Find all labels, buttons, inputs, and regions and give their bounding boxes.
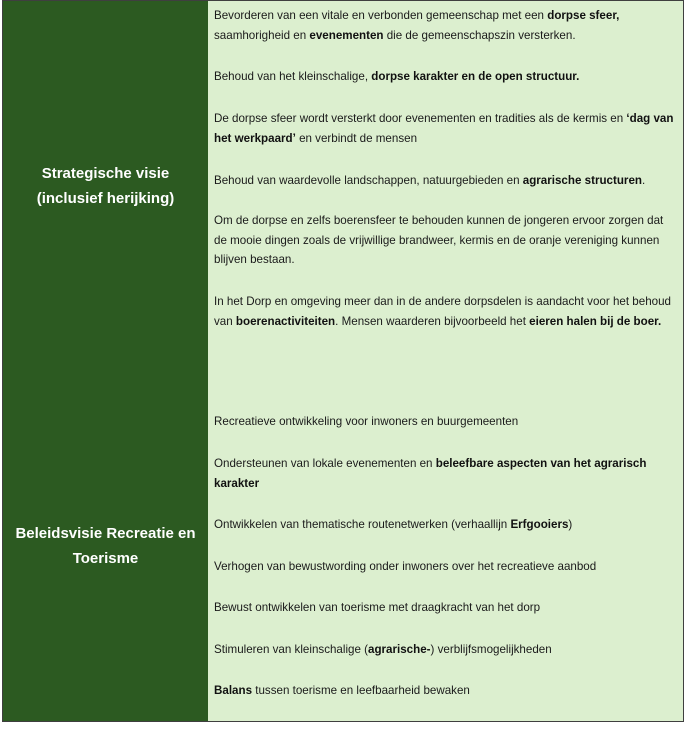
item-text: In het Dorp en omgeving meer dan in de andere dorpsdelen is aandacht voor het behoud van — [214, 295, 671, 328]
list-item — [214, 109, 675, 148]
row-content-cell — [208, 1, 683, 370]
item-text: en verbindt de mensen — [295, 131, 418, 145]
item-text: . Mensen waarderen bijvoorbeeld het — [335, 314, 530, 328]
row-label — [37, 161, 175, 211]
row-label — [15, 521, 195, 571]
item-bold: beleefbare aspecten van het agrarisch karakter — [214, 457, 647, 490]
list-item — [214, 211, 675, 270]
item-text: Verhogen van bewustwording onder inwoners over het recreatieve aanbod — [214, 560, 597, 573]
item-bold: dorpse karakter en de open structuur. — [371, 70, 580, 83]
item-text: Bewust ontwikkelen van toerisme met draagkracht van het dorp — [214, 601, 541, 614]
vision-table — [2, 0, 684, 722]
table-row-recreatie-toerisme — [3, 370, 683, 721]
list-item — [214, 292, 675, 331]
table-row-strategische-visie — [3, 1, 683, 370]
list-item — [214, 557, 675, 577]
item-bold: agrarische structuren — [522, 174, 642, 187]
row-content-cell — [208, 370, 683, 721]
row-label-line: (inclusief herijking) — [36, 189, 175, 207]
item-bold: ‘dag van het werkpaard’ — [214, 112, 674, 145]
item-bold: eieren halen bij de boer. — [529, 314, 662, 328]
item-text: Bevorderen van een vitale en verbonden gemeenschap met een — [214, 9, 548, 22]
item-text: Recreatieve ontwikkeling voor inwoners en buurgemeenten — [214, 415, 519, 428]
list-item — [214, 6, 675, 45]
item-text: Ondersteunen van lokale evenementen en — [214, 457, 436, 470]
item-text: ) — [568, 518, 573, 531]
item-text: saamhorigheid en — [214, 28, 310, 42]
item-bold: evenementen — [309, 28, 384, 42]
item-bold: Erfgooiers — [510, 518, 569, 531]
item-text: Ontwikkelen van thematische routenetwerken (verhaallijn — [214, 518, 511, 531]
list-item — [214, 412, 675, 432]
item-text: tussen toerisme en leefbaarheid bewaken — [252, 684, 470, 697]
item-bold: Balans — [214, 684, 253, 697]
list-item — [214, 681, 675, 701]
row-label-cell — [3, 1, 208, 370]
list-item — [214, 515, 675, 535]
item-text: Stimuleren van kleinschalige ( — [214, 643, 369, 656]
item-bold: boerenactiviteiten — [235, 314, 336, 328]
item-text: ) verblijfsmogelijkheden — [430, 643, 552, 656]
item-text: De dorpse sfeer wordt versterkt door evenementen en tradities als de kermis en — [214, 112, 627, 125]
item-text: Om de dorpse en zelfs boerensfeer te behouden kunnen de jongeren ervoor zorgen dat de mooie dingen zoals de vrijwillige brandweer, kermis en de oranje vereniging kunnen blijven bestaan. — [214, 214, 664, 266]
list-item — [214, 454, 675, 493]
item-text: Behoud van waardevolle landschappen, natuurgebieden en — [214, 174, 523, 187]
list-item — [214, 598, 675, 618]
row-label-line: Strategische visie — [41, 164, 170, 182]
item-bold: agrarische- — [368, 643, 431, 656]
list-item — [214, 67, 675, 87]
list-item — [214, 171, 675, 191]
item-text: Behoud van het kleinschalige, — [214, 70, 372, 83]
list-item — [214, 640, 675, 660]
item-text: . — [641, 174, 646, 187]
row-label-line: Beleidsvisie Recreatie en — [15, 525, 196, 542]
row-label-line: Toerisme — [72, 550, 139, 567]
item-text: die de gemeenschapszin versterken. — [383, 28, 576, 42]
row-label-cell — [3, 370, 208, 721]
item-bold: dorpse sfeer, — [547, 9, 620, 22]
